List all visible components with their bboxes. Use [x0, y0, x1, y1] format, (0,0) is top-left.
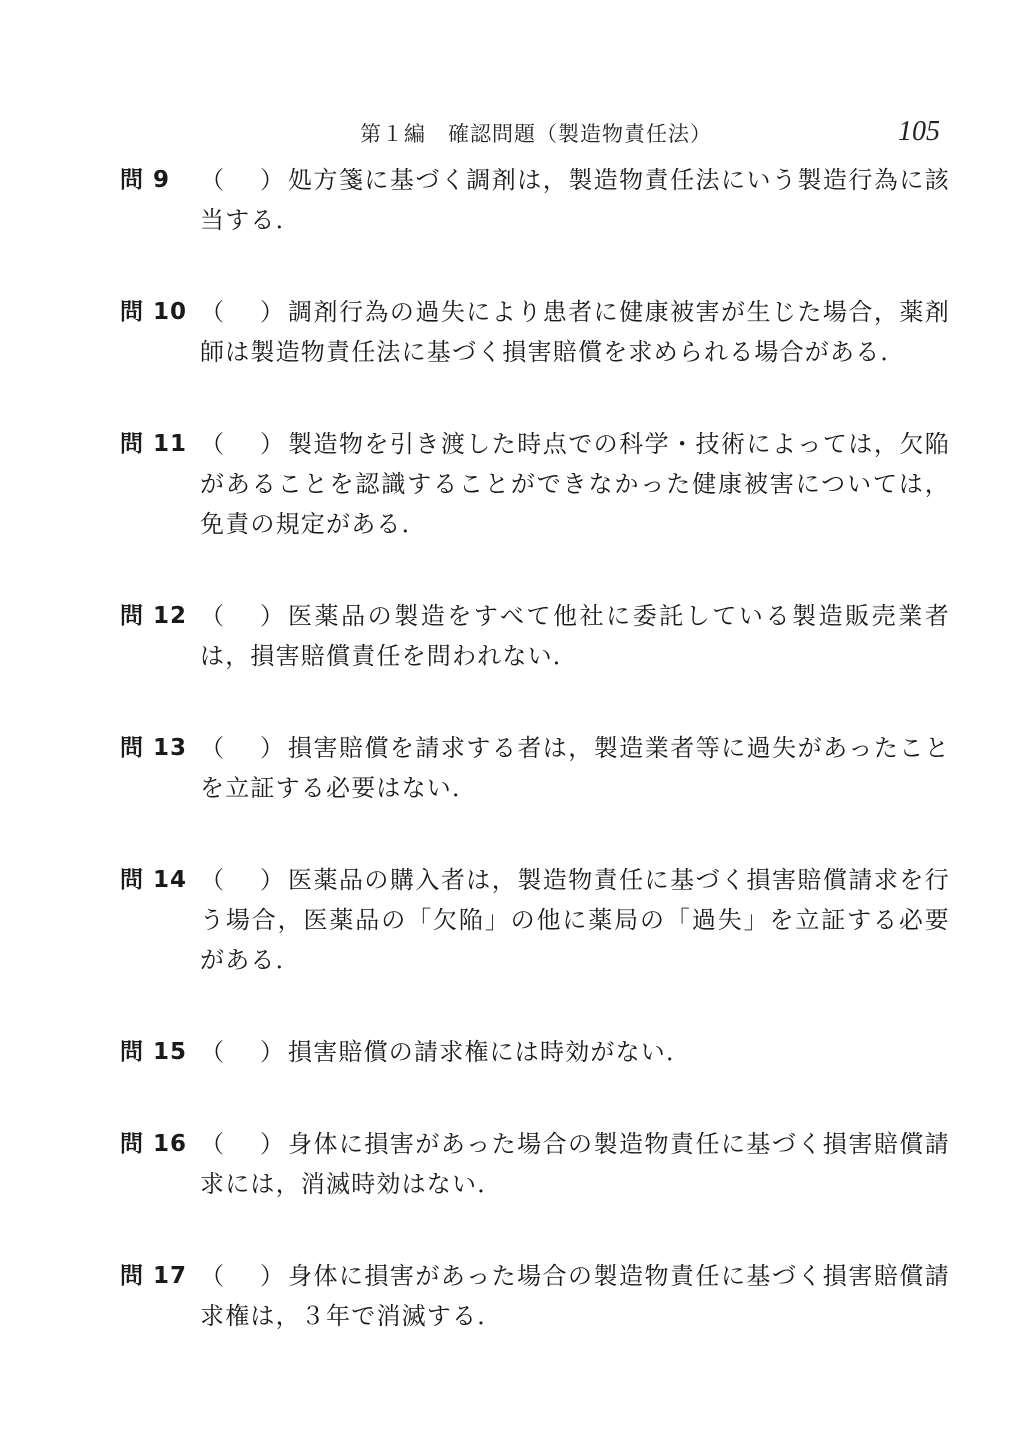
question-number: 問 16 — [120, 1131, 188, 1157]
answer-blank-close: ） — [260, 166, 284, 194]
answer-blank-open: （ — [200, 1038, 224, 1066]
question-item — [120, 424, 950, 544]
question-item — [120, 1124, 950, 1204]
question-head — [120, 1124, 290, 1164]
answer-blank-close: ） — [260, 866, 284, 894]
question-number: 問 12 — [120, 603, 188, 629]
question-text: 身体に損害があった場合の製造物責任に基づく損害賠償請求には，消滅時効はない． — [200, 1130, 950, 1198]
answer-blank-open: （ — [200, 1130, 224, 1158]
answer-blank-close: ） — [260, 430, 284, 458]
question-head — [120, 728, 290, 768]
question-text: 医薬品の製造をすべて他社に委託している製造販売業者は，損害賠償責任を問われない． — [200, 602, 950, 670]
answer-blank-close: ） — [260, 602, 284, 630]
question-head — [120, 160, 290, 200]
question-head — [120, 292, 290, 332]
answer-blank-open: （ — [200, 430, 224, 458]
question-item — [120, 728, 950, 808]
answer-blank-open: （ — [200, 298, 224, 326]
answer-blank-open: （ — [200, 1262, 224, 1290]
question-number: 問 11 — [120, 431, 188, 457]
question-head — [120, 860, 290, 900]
question-text: 損害賠償の請求権には時効がない． — [288, 1038, 692, 1066]
question-text: 医薬品の購入者は，製造物責任に基づく損害賠償請求を行う場合，医薬品の「欠陥」の他に薬局の「過失」を立証する必要がある． — [200, 866, 950, 974]
question-number: 問 15 — [120, 1039, 188, 1065]
answer-blank-close: ） — [260, 1038, 284, 1066]
answer-blank-close: ） — [260, 1262, 284, 1290]
question-head — [120, 424, 290, 464]
answer-blank-open: （ — [200, 166, 224, 194]
question-number: 問 13 — [120, 735, 188, 761]
answer-blank-open: （ — [200, 866, 224, 894]
question-item — [120, 1032, 950, 1072]
question-text: 損害賠償を請求する者は，製造業者等に過失があったことを立証する必要はない． — [200, 734, 950, 802]
question-number: 問 14 — [120, 867, 188, 893]
answer-blank-close: ） — [260, 734, 284, 762]
answer-blank-close: ） — [260, 298, 284, 326]
question-list — [120, 160, 950, 1388]
answer-blank-open: （ — [200, 734, 224, 762]
question-number: 問 10 — [120, 299, 188, 325]
running-head: 第１編 確認問題（製造物責任法） — [360, 122, 712, 146]
question-head — [120, 1256, 290, 1296]
question-head — [120, 1032, 290, 1072]
question-item — [120, 292, 950, 372]
question-text: 処方箋に基づく調剤は，製造物責任法にいう製造行為に該当する． — [200, 166, 950, 234]
answer-blank-close: ） — [260, 1130, 284, 1158]
question-number: 問 17 — [120, 1263, 188, 1289]
question-item — [120, 160, 950, 240]
question-text: 製造物を引き渡した時点での科学・技術によっては，欠陥があることを認識することができなかった健康被害については，免責の規定がある． — [200, 430, 950, 538]
question-item — [120, 1256, 950, 1336]
page-number: 105 — [898, 116, 940, 147]
answer-blank-open: （ — [200, 602, 224, 630]
question-head — [120, 596, 290, 636]
question-text: 身体に損害があった場合の製造物責任に基づく損害賠償請求権は，３年で消滅する． — [200, 1262, 950, 1330]
question-item — [120, 596, 950, 676]
question-text: 調剤行為の過失により患者に健康被害が生じた場合，薬剤師は製造物責任法に基づく損害賠償を求められる場合がある． — [200, 298, 950, 366]
question-number: 問 9 — [120, 167, 171, 193]
question-item — [120, 860, 950, 980]
